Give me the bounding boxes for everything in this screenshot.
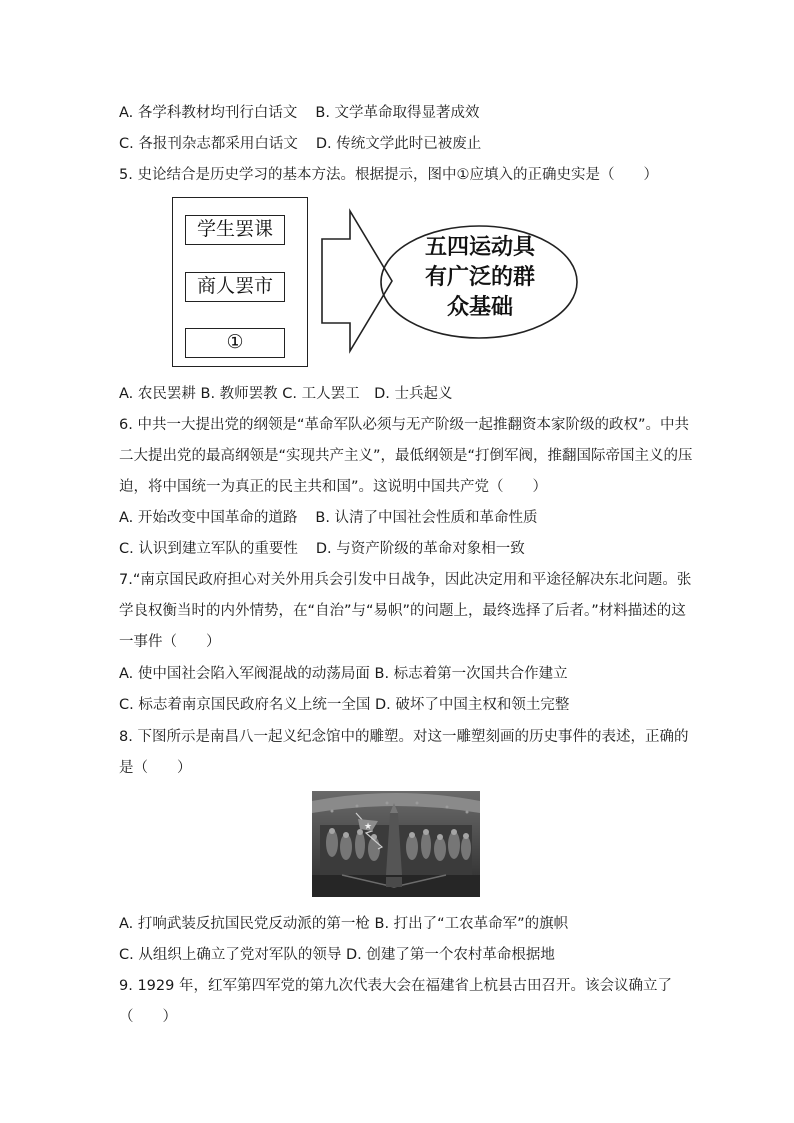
conclusion-text xyxy=(382,233,578,323)
q5-options: A. 农民罢耕 B. 教师罢教 C. 工人罢工 D. 士兵起义 xyxy=(119,386,453,402)
q7-options-row-1: A. 使中国社会陷入军阀混战的动荡局面 B. 标志着第一次国共合作建立 xyxy=(119,666,568,682)
q6-options-row-2 xyxy=(119,539,525,559)
conclusion-line-3: 众基础 xyxy=(446,295,513,320)
q6-option-c: C. 认识到建立军队的重要性 xyxy=(119,541,298,557)
q8-options-row-2: C. 从组织上确立了党对军队的领导 D. 创建了第一个农村革命根据地 xyxy=(119,947,555,963)
q7-stem-line-1: 7.“南京国民政府担心对关外用兵会引发中日战争，因此决定用和平途径解决东北问题。张 xyxy=(119,572,692,588)
q7-options-row-2: C. 标志着南京国民政府名义上统一全国 D. 破坏了中国主权和领土完整 xyxy=(119,697,570,713)
q9-stem-line-1: 9. 1929 年，红军第四军党的第九次代表大会在福建省上杭县古田召开。该会议确立了 xyxy=(119,978,672,994)
box-blank-1: ① xyxy=(185,328,285,358)
q7-stem-line-3: 一事件（ ） xyxy=(119,634,221,650)
q4-option-c: C. 各报刊杂志都采用白话文 xyxy=(119,136,298,152)
q6-options-row-1 xyxy=(119,508,538,528)
q6-option-b: B. 认清了中国社会性质和革命性质 xyxy=(315,510,538,526)
q4-option-a: A. 各学科教材均刊行白话文 xyxy=(119,105,298,121)
conclusion-line-1: 五四运动具 xyxy=(424,235,535,260)
conclusion-line-2: 有广泛的群 xyxy=(424,265,535,290)
q4-option-b: B. 文学革命取得显著成效 xyxy=(315,105,480,121)
q6-option-d: D. 与资产阶级的革命对象相一致 xyxy=(315,541,525,557)
flag-star: ★ xyxy=(364,822,373,832)
q6-stem-line-1: 6. 中共一大提出党的纲领是“革命军队必须与无产阶级一起推翻资本家阶级的政权”。中共 xyxy=(119,417,689,433)
pedestal xyxy=(386,877,402,887)
q8-options-row-1: A. 打响武装反抗国民党反动派的第一枪 B. 打出了“工农革命军”的旗帜 xyxy=(119,916,569,932)
q6-option-a: A. 开始改变中国革命的道路 xyxy=(119,510,298,526)
q8-stem-line-2: 是（ ） xyxy=(119,760,192,776)
q6-stem-line-2: 二大提出党的最高纲领是“实现共产主义”，最低纲领是“打倒军阀，推翻国际帝国主义的压 xyxy=(119,448,693,464)
box-student-strike: 学生罢课 xyxy=(185,215,285,245)
sculpture-photo xyxy=(312,791,480,897)
q7-stem-line-2: 学良权衡当时的内外情势，在“自治”与“易帜”的问题上，最终选择了后者。”材料描述的这 xyxy=(119,603,686,619)
q5-stem: 5. 史论结合是历史学习的基本方法。根据提示，图中①应填入的正确史实是（ ） xyxy=(119,167,658,183)
q4-options-row-2 xyxy=(119,134,481,154)
q5-diagram xyxy=(172,197,580,373)
q9-stem-line-2: （ ） xyxy=(119,1009,177,1025)
q4-option-d: D. 传统文学此时已被废止 xyxy=(315,136,482,152)
q6-stem-line-3: 迫，将中国统一为真正的民主共和国”。这说明中国共产党（ ） xyxy=(119,479,548,495)
q8-stem-line-1: 8. 下图所示是南昌八一起义纪念馆中的雕塑。对这一雕塑刻画的历史事件的表述，正确的 xyxy=(119,729,689,745)
q4-options-row-1 xyxy=(119,103,480,123)
box-merchant-strike: 商人罢市 xyxy=(185,272,285,302)
